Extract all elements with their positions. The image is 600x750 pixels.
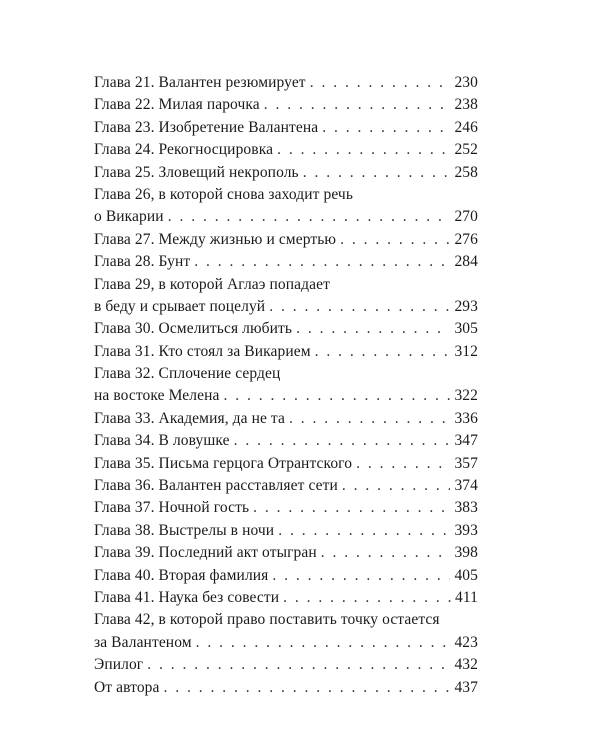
toc-entry-title: Глава 30. Осмелиться любить xyxy=(94,320,293,338)
toc-entry xyxy=(94,229,478,251)
toc-entry xyxy=(94,654,478,676)
toc-leader-dots xyxy=(147,654,450,676)
toc-entry-title: Глава 39. Последний акт отыгран xyxy=(94,544,317,562)
toc-entry xyxy=(94,408,478,430)
toc-entry xyxy=(94,251,478,273)
toc-entry-title: о Викарии xyxy=(94,208,164,226)
toc-page-number: 258 xyxy=(454,163,478,181)
toc-entry-title: Глава 26, в которой снова заходит речь xyxy=(94,185,353,203)
toc-entry xyxy=(94,162,478,184)
toc-entry xyxy=(94,117,478,139)
toc-entry-title: Глава 23. Изобретение Валантена xyxy=(94,118,319,136)
toc-entry-title: за Валантеном xyxy=(94,633,192,651)
toc-leader-dots xyxy=(269,296,450,318)
toc-entry xyxy=(94,363,478,385)
toc-page-number: 246 xyxy=(454,118,478,136)
toc-leader-dots xyxy=(168,206,451,228)
toc-entry-title: Глава 40. Вторая фамилия xyxy=(94,566,269,584)
toc-page-number: 357 xyxy=(454,454,478,472)
toc-entry-title: Глава 35. Письма герцога Отрантского xyxy=(94,454,353,472)
table-of-contents xyxy=(94,72,478,699)
toc-page-number: 276 xyxy=(454,230,478,248)
toc-page-number: 411 xyxy=(455,588,478,606)
toc-entry-title: Глава 37. Ночной гость xyxy=(94,499,250,517)
toc-entry xyxy=(94,520,478,542)
toc-entry xyxy=(94,341,478,363)
toc-entry-title: Глава 36. Валантен расставляет сети xyxy=(94,477,338,495)
toc-page-number: 252 xyxy=(454,141,478,159)
toc-entry-title: Глава 31. Кто стоял за Викарием xyxy=(94,342,311,360)
toc-page-number: 383 xyxy=(454,499,478,517)
toc-entry xyxy=(94,139,478,161)
toc-leader-dots xyxy=(277,139,450,161)
toc-entry xyxy=(94,184,478,206)
toc-page-number: 374 xyxy=(454,477,478,495)
toc-entry-title: на востоке Мелена xyxy=(94,387,220,405)
toc-leader-dots xyxy=(303,162,451,184)
toc-entry-title: Глава 25. Зловещий некрополь xyxy=(94,163,299,181)
toc-leader-dots xyxy=(253,497,450,519)
toc-entry-title: Глава 22. Милая парочка xyxy=(94,96,260,114)
toc-entry-title: Глава 24. Рекогносцировка xyxy=(94,141,274,159)
toc-leader-dots xyxy=(315,341,451,363)
toc-entry xyxy=(94,72,478,94)
toc-page-number: 312 xyxy=(454,342,478,360)
toc-entry xyxy=(94,475,478,497)
toc-page-number: 322 xyxy=(454,387,478,405)
toc-entry xyxy=(94,274,478,296)
toc-entry-title: Глава 21. Валантен резюмирует xyxy=(94,74,306,91)
toc-entry xyxy=(94,565,478,587)
toc-page-number: 432 xyxy=(454,656,478,674)
toc-page-number: 230 xyxy=(454,74,478,91)
toc-entry xyxy=(94,542,478,564)
toc-entry-title: Глава 34. В ловушке xyxy=(94,432,230,450)
toc-entry xyxy=(94,632,478,654)
toc-entry xyxy=(94,677,478,699)
toc-leader-dots xyxy=(164,677,451,699)
toc-entry-title: Глава 33. Академия, да не та xyxy=(94,409,285,427)
toc-leader-dots xyxy=(356,453,450,475)
toc-page-number: 405 xyxy=(454,566,478,584)
toc-page-number: 437 xyxy=(454,678,478,696)
toc-page-number: 423 xyxy=(454,633,478,651)
toc-entry-title: Эпилог xyxy=(94,656,144,674)
toc-entry xyxy=(94,430,478,452)
toc-entry xyxy=(94,206,478,228)
toc-leader-dots xyxy=(278,520,450,542)
toc-entry-title: Глава 42, в которой право поставить точку остается xyxy=(94,611,440,629)
toc-entry xyxy=(94,453,478,475)
toc-page-number: 336 xyxy=(454,409,478,427)
toc-entry xyxy=(94,318,478,340)
toc-leader-dots xyxy=(296,318,450,340)
toc-leader-dots xyxy=(196,632,451,654)
toc-page-number: 238 xyxy=(454,96,478,114)
toc-entry-title: Глава 41. Наука без совести xyxy=(94,588,280,606)
toc-leader-dots xyxy=(234,430,451,452)
toc-entry xyxy=(94,587,478,609)
toc-leader-dots xyxy=(322,117,450,139)
toc-leader-dots xyxy=(283,587,451,609)
toc-page-number: 398 xyxy=(454,544,478,562)
toc-leader-dots xyxy=(264,94,451,116)
toc-page-number: 270 xyxy=(454,208,478,226)
toc-page-number: 393 xyxy=(454,521,478,539)
toc-page-number: 305 xyxy=(454,320,478,338)
toc-entry-title: в беду и срывает поцелуй xyxy=(94,297,266,315)
toc-entry-title: Глава 38. Выстрелы в ночи xyxy=(94,521,275,539)
toc-leader-dots xyxy=(340,229,450,251)
toc-leader-dots xyxy=(342,475,451,497)
toc-leader-dots xyxy=(272,565,450,587)
toc-entry xyxy=(94,497,478,519)
toc-entry xyxy=(94,385,478,407)
toc-leader-dots xyxy=(194,251,450,273)
toc-entry-title: Глава 29, в которой Аглаэ попадает xyxy=(94,275,330,293)
toc-leader-dots xyxy=(310,72,451,94)
toc-page-number: 293 xyxy=(454,297,478,315)
toc-entry-title: От автора xyxy=(94,678,160,696)
toc-page-number: 284 xyxy=(454,253,478,271)
toc-entry-title: Глава 32. Сплочение сердец xyxy=(94,365,281,383)
toc-entry xyxy=(94,94,478,116)
toc-leader-dots xyxy=(289,408,450,430)
toc-entry xyxy=(94,296,478,318)
toc-leader-dots xyxy=(223,385,450,407)
toc-entry-title: Глава 27. Между жизнью и смертью xyxy=(94,230,337,248)
toc-entry xyxy=(94,609,478,631)
toc-entry-title: Глава 28. Бунт xyxy=(94,253,191,271)
toc-leader-dots xyxy=(321,542,451,564)
toc-page-number: 347 xyxy=(454,432,478,450)
